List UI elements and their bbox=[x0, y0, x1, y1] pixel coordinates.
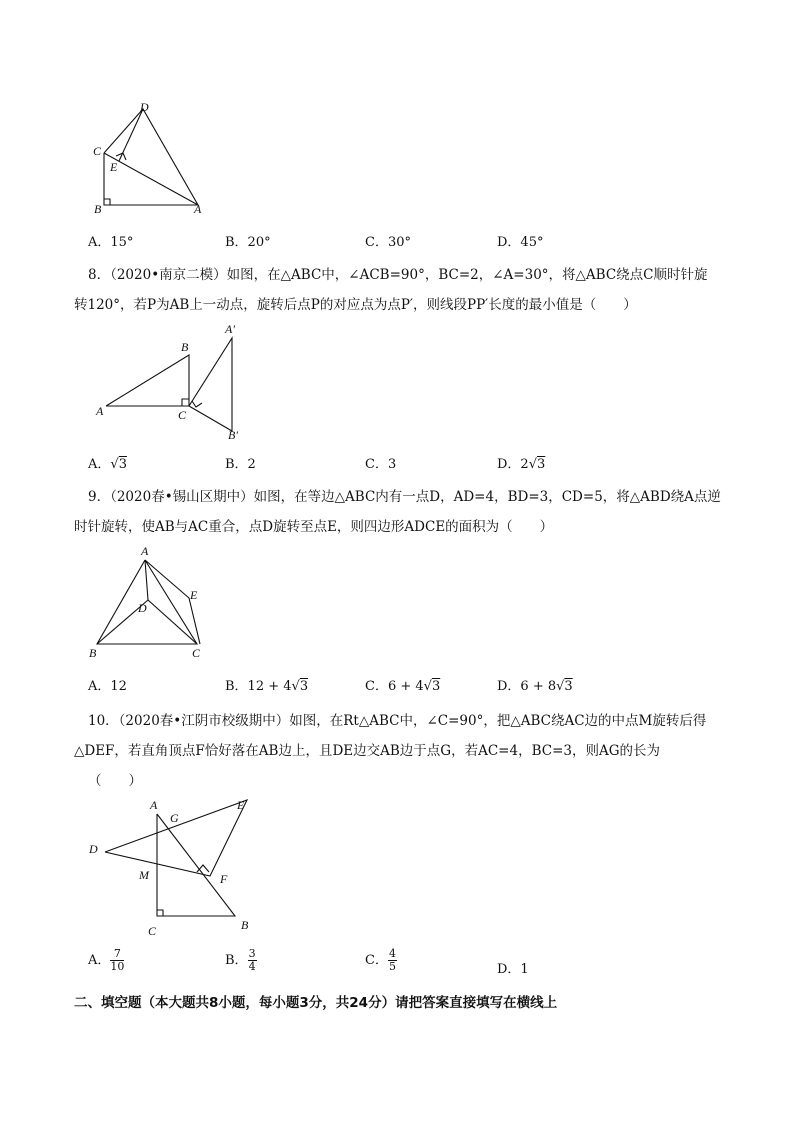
q9-label-c: C bbox=[192, 646, 201, 660]
q10-option-c: C． $\frac{4}{5}$ bbox=[365, 947, 396, 973]
q10-label-f: F bbox=[220, 872, 228, 886]
q9-option-d: D．6 + 8√3 bbox=[497, 679, 573, 694]
q8-stem-line1: 8．（2020•南京二模）如图，在△ABC中，∠ACB=90°，BC=2，∠A=30°，将△ABC绕点C顺时针旋 bbox=[88, 267, 708, 283]
q8-option-d: D．2√3 bbox=[497, 457, 546, 472]
q8-label-b-prime: B′ bbox=[228, 428, 238, 442]
q10-stem-line3: （ ） bbox=[88, 773, 142, 789]
q10-label-b: B bbox=[241, 918, 249, 932]
q8-option-b: B．2 bbox=[225, 457, 256, 472]
q9-label-e: E bbox=[190, 588, 198, 602]
q9-stem-line2: 时针旋转，使AB与AC重合，点D旋转至点E，则四边形ADCE的面积为（ ） bbox=[74, 519, 554, 535]
q10-option-b: B． $\frac{3}{4}$ bbox=[225, 947, 256, 973]
q9-label-a: A bbox=[141, 544, 149, 558]
q8-option-d-radicand: 3 bbox=[537, 457, 546, 472]
q9-option-b: B．12 + 4√3 bbox=[225, 679, 309, 694]
q7-label-c: C bbox=[93, 144, 102, 158]
q9-option-c: C．6 + 4√3 bbox=[365, 679, 441, 694]
q10-option-a: A． $\frac{7}{10}$ bbox=[88, 947, 125, 973]
q9-option-d-radicand: 3 bbox=[564, 679, 573, 694]
q8-label-b: B bbox=[181, 340, 189, 354]
q10-label-e: E bbox=[237, 798, 245, 812]
q9-label-b: B bbox=[89, 646, 97, 660]
q9-figure bbox=[85, 540, 215, 665]
q10-label-a: A bbox=[150, 798, 158, 812]
q8-stem-line2: 转120°，若P为AB上一动点，旋转后点P的对应点为点P′，则线段PP′长度的最小值是（ ） bbox=[74, 297, 637, 313]
q10-option-c-fraction: $\frac{4}{5}$ bbox=[388, 947, 396, 973]
q7-figure bbox=[85, 95, 215, 225]
q9-option-a: A．12 bbox=[88, 679, 127, 694]
q10-stem-line2: △DEF，若直角顶点F恰好落在AB边上，且DE边交AB边于点G，若AC=4，BC=3，则AG的长为 bbox=[74, 743, 661, 759]
q7-label-e: E bbox=[110, 160, 118, 174]
q8-label-c: C bbox=[178, 408, 187, 422]
q10-option-b-fraction: $\frac{3}{4}$ bbox=[248, 947, 256, 973]
q9-option-b-radicand: 3 bbox=[299, 679, 309, 694]
q10-label-g: G bbox=[170, 811, 179, 825]
q8-option-a-radicand: 3 bbox=[118, 457, 127, 472]
q7-option-c: C．30° bbox=[365, 235, 411, 250]
q8-option-a: A．√3 bbox=[88, 457, 127, 472]
q9-option-c-radicand: 3 bbox=[431, 679, 441, 694]
q7-option-b: B．20° bbox=[225, 235, 271, 250]
q10-label-m: M bbox=[139, 868, 149, 882]
q9-label-d: D bbox=[138, 601, 147, 615]
q10-label-c: C bbox=[148, 924, 157, 938]
q10-option-a-fraction: $\frac{7}{10}$ bbox=[110, 947, 125, 973]
q7-label-a: A bbox=[194, 202, 202, 216]
q10-stem-line1: 10．（2020春•江阴市校级期中）如图，在Rt△ABC中，∠C=90°，把△ABC绕AC边的中点M旋转后得 bbox=[88, 713, 707, 729]
q7-option-a: A．15° bbox=[88, 235, 134, 250]
q8-option-c: C．3 bbox=[365, 457, 397, 472]
q10-figure bbox=[85, 795, 270, 940]
q9-stem-line1: 9．（2020春•锡山区期中）如图，在等边△ABC内有一点D，AD=4，BD=3，CD=5，将△ABD绕A点逆 bbox=[88, 489, 721, 505]
q7-label-b: B bbox=[94, 202, 102, 216]
q10-option-d: D．1 bbox=[497, 962, 529, 977]
q7-option-d: D．45° bbox=[497, 235, 544, 250]
q8-figure bbox=[88, 318, 258, 448]
q8-label-a: A bbox=[96, 404, 104, 418]
q10-label-d: D bbox=[89, 842, 98, 856]
q7-label-d: D bbox=[140, 100, 149, 114]
section-2-heading: 二、填空题（本大题共8小题，每小题3分，共24分）请把答案直接填写在横线上 bbox=[74, 995, 558, 1011]
q8-label-a-prime: A′ bbox=[225, 322, 235, 336]
